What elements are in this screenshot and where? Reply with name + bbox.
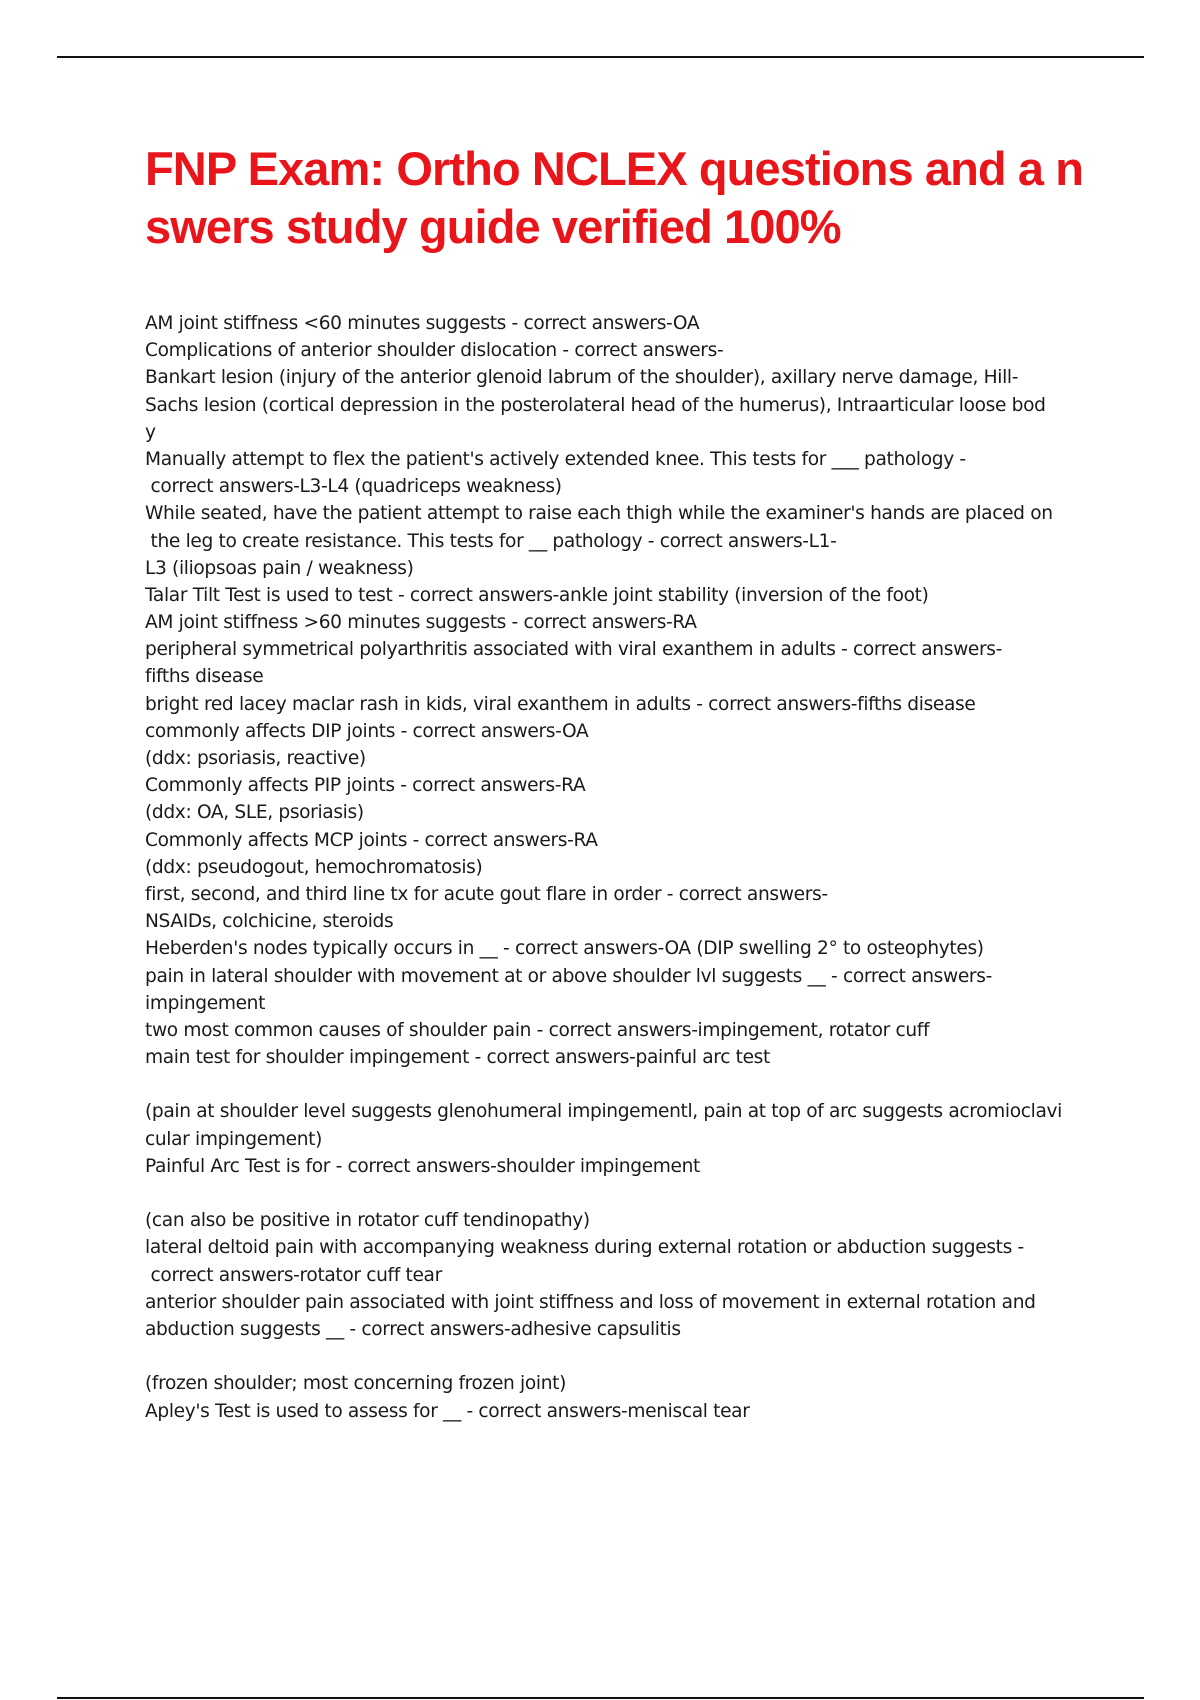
body-line: (pain at shoulder level suggests glenohumeral impingementl, pain at top of arc suggests acromioclavi [145, 1101, 1062, 1123]
body-line: AM joint stiffness <60 minutes suggests - correct answers-OA [145, 313, 700, 334]
body-line: L3 (iliopsoas pain / weakness) [145, 557, 414, 579]
body-line: the leg to create resistance. This tests for __ pathology - correct answers-L1- [145, 530, 837, 552]
body-line: Painful Arc Test is for - correct answers-shoulder impingement [145, 1155, 700, 1177]
footer-rule [57, 1697, 1144, 1699]
body-line: Manually attempt to flex the patient's actively extended knee. This tests for ___ pathology - [145, 448, 966, 470]
body-line: NSAIDs, colchicine, steroids [145, 911, 394, 933]
document-body [145, 310, 1090, 1425]
body-line: (ddx: pseudogout, hemochromatosis) [145, 856, 483, 878]
body-line: Commonly affects PIP joints - correct answers-RA [145, 775, 586, 797]
body-line: y [145, 421, 156, 443]
body-line: (frozen shoulder; most concerning frozen joint) [145, 1373, 566, 1395]
body-line: cular impingement) [145, 1128, 322, 1150]
body-line: bright red lacey maclar rash in kids, viral exanthem in adults - correct answers-fifths disease [145, 693, 976, 715]
header-rule [57, 56, 1144, 58]
body-line: fifths disease [145, 666, 264, 688]
body-line: Bankart lesion (injury of the anterior glenoid labrum of the shoulder), axillary nerve damage, Hill- [145, 367, 1019, 389]
body-line: peripheral symmetrical polyarthritis associated with viral exanthem in adults - correct answers- [145, 639, 1003, 661]
body-line: Talar Tilt Test is used to test - correct answers-ankle joint stability (inversion of the foot) [145, 584, 929, 606]
body-line: abduction suggests __ - correct answers-adhesive capsulitis [145, 1318, 681, 1340]
body-line: two most common causes of shoulder pain - correct answers-impingement, rotator cuff [145, 1019, 930, 1041]
body-line: (ddx: OA, SLE, psoriasis) [145, 802, 364, 824]
body-line: correct answers-rotator cuff tear [145, 1264, 442, 1286]
blank-line [145, 1071, 1090, 1098]
body-line: Complications of anterior shoulder dislocation - correct answers- [145, 340, 724, 362]
body-line: impingement [145, 992, 266, 1014]
body-line: Apley's Test is used to assess for __ - correct answers-meniscal tear [145, 1400, 750, 1422]
body-line: pain in lateral shoulder with movement at or above shoulder lvl suggests __ - correct answers- [145, 965, 992, 987]
body-line: (ddx: psoriasis, reactive) [145, 748, 366, 769]
body-line: correct answers-L3-L4 (quadriceps weakness) [145, 476, 562, 498]
blank-line [145, 1343, 1090, 1370]
body-line: (can also be positive in rotator cuff tendinopathy) [145, 1210, 590, 1232]
body-line: AM joint stiffness >60 minutes suggests - correct answers-RA [145, 612, 697, 634]
body-line: Heberden's nodes typically occurs in __ - correct answers-OA (DIP swelling 2° to osteophytes) [145, 938, 984, 960]
body-line: lateral deltoid pain with accompanying weakness during external rotation or abduction suggests - [145, 1237, 1024, 1259]
body-line: commonly affects DIP joints - correct answers-OA [145, 720, 589, 742]
body-line: first, second, and third line tx for acute gout flare in order - correct answers- [145, 883, 828, 905]
body-line: Sachs lesion (cortical depression in the posterolateral head of the humerus), Intraarticular loose bod [145, 394, 1046, 416]
blank-line [145, 1180, 1090, 1207]
document-title: FNP Exam: Ortho NCLEX questions and a nswers study guide verified 100% [145, 142, 1084, 253]
body-line: Commonly affects MCP joints - correct answers-RA [145, 829, 598, 851]
body-line: While seated, have the patient attempt to raise each thigh while the examiner's hands are placed on [145, 503, 1053, 525]
body-line: main test for shoulder impingement - correct answers-painful arc test [145, 1047, 770, 1069]
body-line: anterior shoulder pain associated with joint stiffness and loss of movement in external rotation and [145, 1291, 1036, 1313]
